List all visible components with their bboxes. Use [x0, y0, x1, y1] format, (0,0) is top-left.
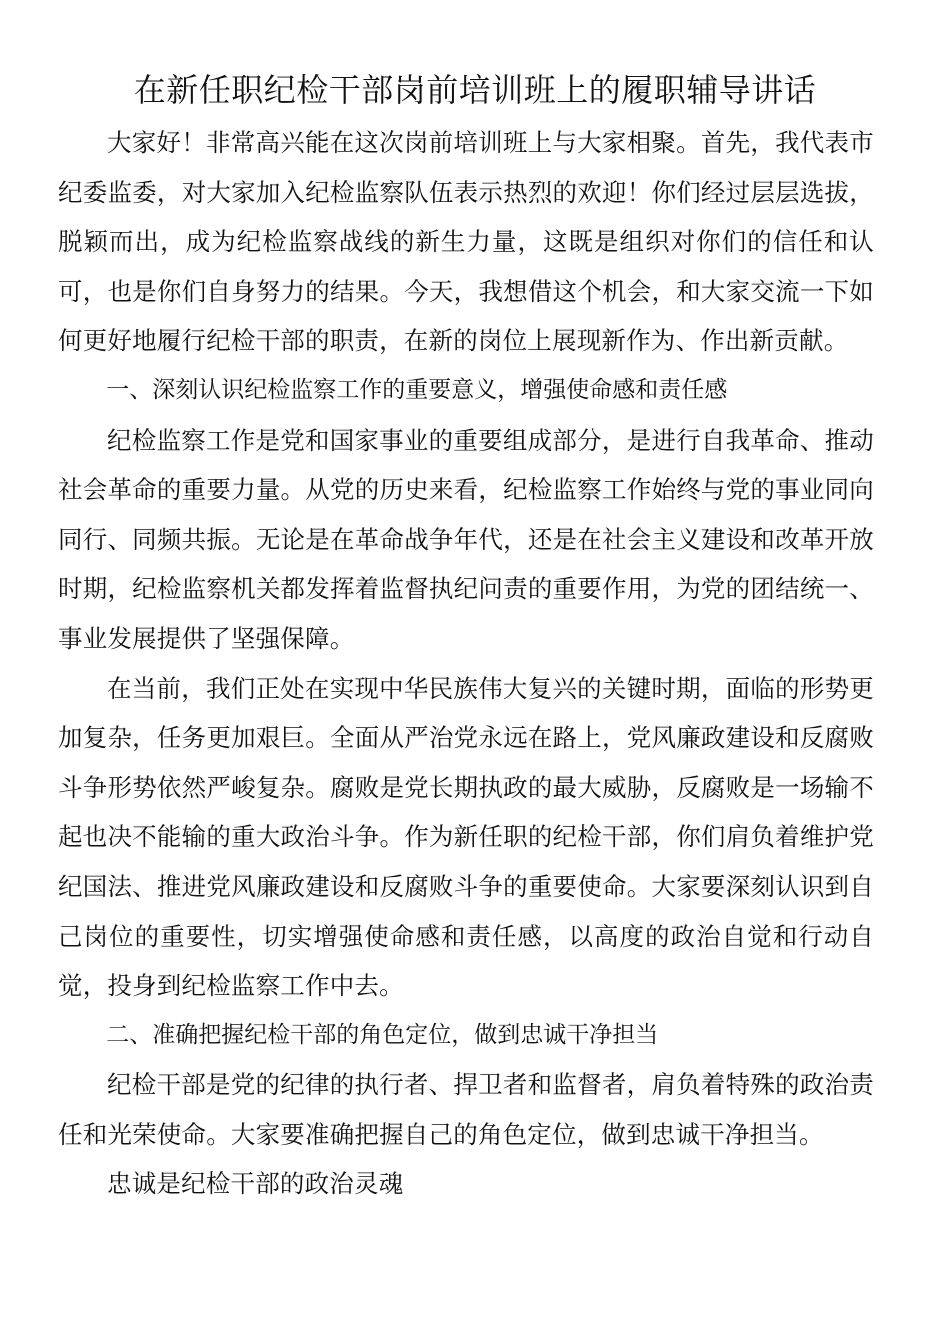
document-title: 在新任职纪检干部岗前培训班上的履职辅导讲话: [133, 71, 817, 109]
section-heading-2: 二、准确把握纪检干部的角色定位，做到忠诚干净担当: [106, 1021, 659, 1048]
paragraph-loyalty: 忠诚是纪检干部的政治灵魂: [107, 1169, 404, 1199]
paragraph-current-situation: 在当前，我们正处在实现中华民族伟大复兴的关键时期，面临的形势更加复杂，任务更加艰巨。全面从严治党永远在路上，党风廉政建设和反腐败斗争形势依然严峻复杂。腐败是党长期执政的最大威胁，反腐败是一场输不起也决不能输的重大政治斗争。作为新任职的纪检干部，你们肩负着维护党纪国法、推进党风廉政建设和反腐败斗争的重要使命。大家要深刻认识到自己岗位的重要性，切实增强使命感和责任感，以高度的政治自觉和行动自觉，投身到纪检监察工作中去。: [58, 673, 874, 1001]
paragraph-importance: 纪检监察工作是党和国家事业的重要组成部分，是进行自我革命、推动社会革命的重要力量。从党的历史来看，纪检监察工作始终与党的事业同向同行、同频共振。无论是在革命战争年代，还是在社会主义建设和改革开放时期，纪检监察机关都发挥着监督执纪问责的重要作用，为党的团结统一、事业发展提供了坚强保障。: [58, 425, 874, 653]
paragraph-role-definition: 纪检干部是党的纪律的执行者、捍卫者和监督者，肩负着特殊的政治责任和光荣使命。大家要准确把握自己的角色定位，做到忠诚干净担当。: [58, 1070, 874, 1149]
paragraph-greeting: 大家好！非常高兴能在这次岗前培训班上与大家相聚。首先，我代表市纪委监委，对大家加入纪检监察队伍表示热烈的欢迎！你们经过层层选拔，脱颖而出，成为纪检监察战线的新生力量，这既是组织对你们的信任和认可，也是你们自身努力的结果。今天，我想借这个机会，和大家交流一下如何更好地履行纪检干部的职责，在新的岗位上展现新作为、作出新贡献。: [58, 128, 874, 356]
section-heading-1: 一、深刻认识纪检监察工作的重要意义，增强使命感和责任感: [106, 376, 728, 403]
